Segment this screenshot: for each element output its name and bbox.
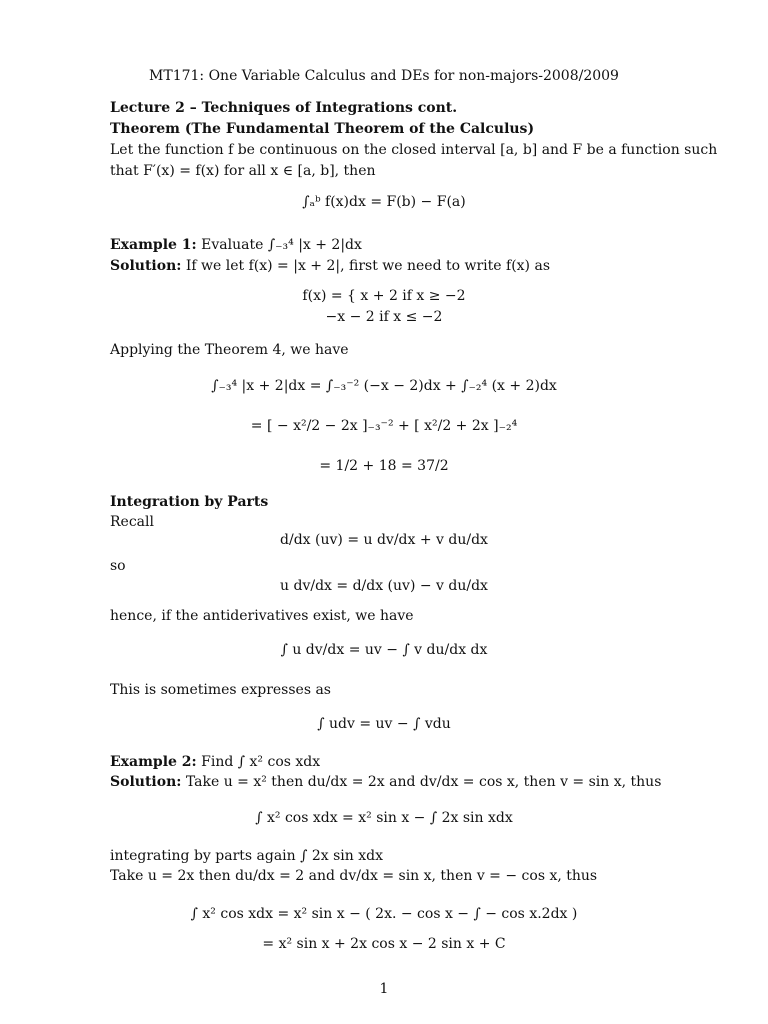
example-2-statement: [110, 752, 320, 773]
equation-piecewise-line-1: f(x) = { x + 2 if x ≥ −2: [302, 288, 466, 304]
equation-product-rule: d/dx (uv) = u dv/dx + v du/dx: [280, 532, 488, 548]
course-header: MT171: One Variable Calculus and DEs for non-majors-2008/2009: [149, 68, 619, 84]
theorem-statement-line-1: Let the function f be continuous on the closed interval [a, b] and F be a function such: [110, 142, 718, 158]
equation-example-2-line-1: ∫ x² cos xdx = x² sin x − ∫ 2x sin xdx: [255, 810, 513, 826]
solution-1-statement: [110, 256, 550, 277]
equation-rearranged: u dv/dx = d/dx (uv) − v du/dx: [280, 578, 488, 594]
example-2-label: Example 2:: [110, 754, 197, 770]
so-text: so: [110, 558, 126, 574]
solution-1-label: Solution:: [110, 258, 182, 274]
equation-example-2-line-3: = x² sin x + 2x cos x − 2 sin x + C: [262, 936, 506, 952]
example-1-statement: [110, 235, 362, 256]
equation-integration-by-parts: ∫ u dv/dx = uv − ∫ v du/dx dx: [280, 642, 488, 658]
example-1-label: Example 1:: [110, 237, 197, 253]
solution-1-text: If we let f(x) = |x + 2|, first we need to write f(x) as: [185, 258, 551, 274]
theorem-title: Theorem (The Fundamental Theorem of the Calculus): [110, 121, 535, 137]
sometimes-text: This is sometimes expresses as: [110, 682, 331, 698]
recall-text: Recall: [110, 514, 154, 530]
solution-2-statement: [110, 772, 661, 793]
equation-example-2-line-2: ∫ x² cos xdx = x² sin x − ( 2x. − cos x − ∫ − cos x.2dx ): [190, 906, 578, 922]
equation-example-1-line-3: = 1/2 + 18 = 37/2: [319, 458, 449, 474]
solution-2-text: Take u = x² then du/dx = 2x and dv/dx = cos x, then v = sin x, thus: [185, 774, 662, 790]
equation-example-1-line-1: ∫₋₃⁴ |x + 2|dx = ∫₋₃⁻² (−x − 2)dx + ∫₋₂⁴ (x + 2)dx: [211, 378, 557, 394]
equation-integration-by-parts-short: ∫ udv = uv − ∫ vdu: [317, 716, 451, 732]
apply-theorem-text: Applying the Theorem 4, we have: [110, 342, 349, 358]
theorem-statement-line-2: that F′(x) = f(x) for all x ∈ [a, b], then: [110, 163, 376, 179]
example-2-text: Find ∫ x² cos xdx: [201, 754, 321, 770]
equation-piecewise-line-2: −x − 2 if x ≤ −2: [325, 309, 443, 325]
lecture-title: Lecture 2 – Techniques of Integrations cont.: [110, 100, 458, 116]
example-1-text: Evaluate ∫₋₃⁴ |x + 2|dx: [201, 237, 362, 253]
solution-2-label: Solution:: [110, 774, 182, 790]
equation-example-1-line-2: = [ − x²/2 − 2x ]₋₃⁻² + [ x²/2 + 2x ]₋₂⁴: [250, 418, 518, 434]
antiderivatives-text: hence, if the antiderivatives exist, we have: [110, 608, 414, 624]
take-u-text: Take u = 2x then du/dx = 2 and dv/dx = sin x, then v = − cos x, thus: [110, 868, 598, 884]
integration-by-parts-title: Integration by Parts: [110, 494, 269, 510]
equation-ftc: ∫ₐᵇ f(x)dx = F(b) − F(a): [302, 194, 466, 210]
page-number: 1: [379, 981, 389, 997]
integrating-again-text: integrating by parts again ∫ 2x sin xdx: [110, 848, 383, 864]
